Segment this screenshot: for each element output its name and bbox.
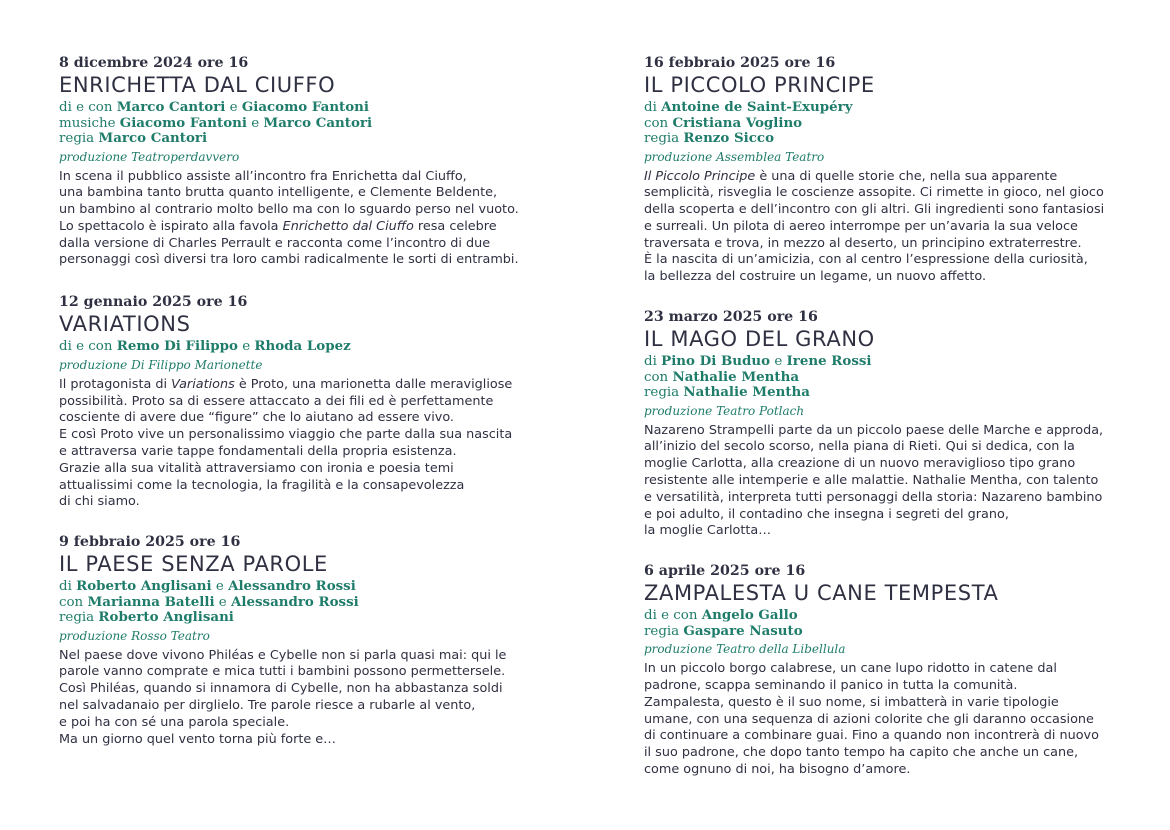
description-text: una bambina tanto brutta quanto intelligente, e Clemente Beldente, xyxy=(59,185,498,201)
description-text: dalla versione di Charles Perrault e racconta come l’incontro di due xyxy=(59,235,491,251)
description-text: semplicità, risveglia le coscienze assopite. Ci rimette in gioco, nel gioco xyxy=(644,185,1104,201)
description-line xyxy=(59,169,559,186)
credit-role: e xyxy=(214,594,231,610)
production-label: produzione Teatroperdavvero xyxy=(59,149,240,164)
description-line xyxy=(644,236,1130,253)
production-label: produzione Di Filippo Marionette xyxy=(59,357,263,372)
credit-line xyxy=(644,116,1130,132)
description-text: moglie Carlotta, alla creazione di un nuovo meraviglioso tipo grano xyxy=(644,456,1076,472)
description-line xyxy=(59,732,559,749)
show-block xyxy=(644,54,1130,286)
credit-role: regia xyxy=(59,131,99,146)
description-text: parole vanno comprate e mica tutti i bambini possono permettersele. xyxy=(59,664,506,680)
description-line xyxy=(59,478,559,495)
description-line xyxy=(644,678,1130,695)
description-text: la bellezza del costruire un legame, un nuovo affetto. xyxy=(644,269,987,285)
show-description xyxy=(59,377,559,511)
description-text: possibilità. Proto sa di essere attaccato a dei fili ed è perfettamente xyxy=(59,393,494,409)
description-text: In un piccolo borgo calabrese, un cane lupo ridotto in catene dal xyxy=(644,661,1057,677)
description-text: e poi ha con sé una parola speciale. xyxy=(59,714,290,730)
description-line xyxy=(59,681,559,698)
description-text: Nel paese dove vivono Philéas e Cybelle non si parla quasi mai: qui le xyxy=(59,647,507,663)
description-line xyxy=(644,523,1130,540)
credit-name: Angelo Gallo xyxy=(701,607,798,624)
credit-line xyxy=(644,100,1130,116)
credit-name: Antoine de Saint-Exupéry xyxy=(661,99,853,115)
production-label: produzione Teatro della Libellula xyxy=(644,642,846,657)
credit-name: Gaspare Nasuto xyxy=(683,622,803,639)
description-text: di chi siamo. xyxy=(59,494,140,510)
description-text: e poi adulto, il contadino che insegna i segreti del grano, xyxy=(644,506,1009,522)
credit-name: Roberto Anglisani xyxy=(76,578,212,595)
show-date: 16 febbraio 2025 ore 16 xyxy=(644,55,836,71)
work-title: Variations xyxy=(171,376,235,392)
credit-line xyxy=(59,339,559,355)
show-date: 8 dicembre 2024 ore 16 xyxy=(59,55,249,71)
show-description xyxy=(644,423,1130,541)
work-title: Il Piccolo Principe xyxy=(644,168,756,184)
production-label: produzione Rosso Teatro xyxy=(59,628,210,643)
show-block xyxy=(644,562,1130,779)
description-line xyxy=(59,648,559,665)
show-block xyxy=(644,308,1130,540)
credit-role: regia xyxy=(644,623,684,639)
description-line xyxy=(644,423,1130,440)
description-text: Zampalesta, questo è il suo nome, si imbatterà in varie tipologie xyxy=(644,694,1059,710)
description-line xyxy=(59,185,559,202)
credit-role: e xyxy=(225,100,242,115)
description-line xyxy=(644,202,1130,219)
credit-name: Giacomo Fantoni xyxy=(119,114,247,131)
credit-line xyxy=(59,579,559,595)
description-text: e attraversa varie tappe fondamentali della propria esistenza. xyxy=(59,443,457,459)
description-line xyxy=(644,762,1130,779)
description-line xyxy=(644,728,1130,745)
credit-name: Remo Di Filippo xyxy=(116,338,238,355)
description-text: Così Philéas, quando si innamora di Cybelle, non ha abbastanza soldi xyxy=(59,681,503,697)
show-title: VARIATIONS xyxy=(59,312,191,337)
description-text: è una di quelle storie che, nella sua apparente xyxy=(755,168,1058,184)
description-line xyxy=(644,712,1130,729)
credit-line xyxy=(644,385,1130,401)
description-line xyxy=(59,252,559,269)
credit-name: Irene Rossi xyxy=(786,353,872,370)
show-date: 6 aprile 2025 ore 16 xyxy=(644,563,806,580)
description-line xyxy=(644,252,1130,269)
credit-role: di e con xyxy=(644,608,702,624)
credit-line xyxy=(644,608,1130,624)
credit-name: Nathalie Mentha xyxy=(672,368,799,385)
credit-name: Marco Cantori xyxy=(263,114,373,131)
description-text: della scoperta e dell’incontro con gli altri. Gli ingredienti sono fantasiosi xyxy=(644,202,1105,218)
description-text: attualissimi come la tecnologia, la fragilità e la consapevolezza xyxy=(59,477,465,493)
credit-role: di e con xyxy=(59,339,117,355)
description-line xyxy=(59,461,559,478)
description-line xyxy=(644,169,1130,186)
credit-role: con xyxy=(644,115,673,131)
description-text: è Proto, una marionetta dalle meravigliose xyxy=(234,376,513,392)
description-line xyxy=(59,202,559,219)
description-text: Ma un giorno quel vento torna più forte e… xyxy=(59,731,336,747)
production-label: produzione Teatro Potlach xyxy=(644,403,805,418)
credit-role: con xyxy=(644,369,673,385)
credit-name: Roberto Anglisani xyxy=(98,609,234,626)
description-text: e versatilità, interpreta tutti personaggi della storia: Nazareno bambino xyxy=(644,489,1103,505)
credit-name: Marco Cantori xyxy=(116,99,226,115)
credit-name: Rhoda Lopez xyxy=(254,338,351,355)
credit-name: Marianna Batelli xyxy=(87,593,215,610)
show-title: ENRICHETTA DAL CIUFFO xyxy=(59,73,336,97)
description-line xyxy=(59,715,559,732)
credit-name: Marco Cantori xyxy=(98,130,208,146)
show-block xyxy=(59,54,559,269)
credit-role: con xyxy=(59,594,88,610)
description-text: un bambino al contrario molto bello ma con lo sguardo perso nel vuoto. xyxy=(59,202,519,218)
show-date: 9 febbraio 2025 ore 16 xyxy=(59,534,241,551)
credit-name: Nathalie Mentha xyxy=(683,384,810,401)
description-text: cosciente di avere due “figure” che lo aiutano ad essere vivo. xyxy=(59,410,454,426)
description-line xyxy=(644,269,1130,286)
show-title: IL PAESE SENZA PAROLE xyxy=(59,552,328,577)
right-column xyxy=(644,54,1130,779)
description-text: personaggi così diversi tra loro cambi radicalmente le sorti di entrambi. xyxy=(59,252,519,268)
credit-role: di e con xyxy=(59,100,117,115)
description-line xyxy=(59,377,559,394)
description-line xyxy=(59,664,559,681)
credit-role: musiche xyxy=(59,115,120,131)
credit-role: regia xyxy=(59,610,99,626)
credit-name: Giacomo Fantoni xyxy=(241,99,369,115)
description-line xyxy=(59,394,559,411)
description-text: Grazie alla sua vitalità attraversiamo con ironia e poesia temi xyxy=(59,460,454,476)
credit-role: e xyxy=(237,339,255,355)
show-date: 12 gennaio 2025 ore 16 xyxy=(59,294,248,311)
description-line xyxy=(644,745,1130,762)
description-line xyxy=(644,219,1130,236)
credit-line xyxy=(59,595,559,611)
description-text: resa celebre xyxy=(413,218,497,234)
description-text: nel salvadanaio per dirglielo. Tre parole riesce a rubarle al vento, xyxy=(59,698,476,714)
description-text: Il protagonista di xyxy=(59,376,172,392)
credit-line xyxy=(59,131,559,147)
show-title: IL PICCOLO PRINCIPE xyxy=(644,73,875,97)
show-block xyxy=(59,533,559,748)
credit-role: regia xyxy=(644,131,684,146)
credit-role: e xyxy=(246,115,264,131)
description-text: all’inizio del secolo scorso, nella piana di Rieti. Qui si dedica, con la xyxy=(644,439,1075,455)
description-line xyxy=(644,695,1130,712)
description-line xyxy=(644,473,1130,490)
show-title: IL MAGO DEL GRANO xyxy=(644,327,875,352)
credit-name: Renzo Sicco xyxy=(683,130,774,146)
credit-role: di xyxy=(59,579,77,595)
credit-line xyxy=(644,131,1130,147)
description-text: la moglie Carlotta… xyxy=(644,523,772,539)
description-line xyxy=(59,444,559,461)
description-text: e surreali. Un pilota di aereo interrompe per un’avaria la sua veloce xyxy=(644,218,1078,234)
description-line xyxy=(644,661,1130,678)
show-description xyxy=(59,648,559,749)
credit-role: e xyxy=(211,579,229,595)
description-line xyxy=(644,185,1130,202)
left-column xyxy=(59,54,559,748)
description-line xyxy=(59,236,559,253)
credit-name: Alessandro Rossi xyxy=(228,578,356,595)
description-text: traversata e trova, in mezzo al deserto, un principino extraterrestre. xyxy=(644,235,1082,251)
credit-line xyxy=(59,116,559,132)
description-text: È la nascita di un’amicizia, con al centro l’espressione della curiosità, xyxy=(644,252,1088,268)
show-title: ZAMPALESTA U CANE TEMPESTA xyxy=(644,581,999,606)
description-line xyxy=(59,410,559,427)
description-text: padrone, scappa seminando il panico in tutta la comunità. xyxy=(644,677,1018,693)
description-text: di continuare a combinare guai. Fino a quando non incontrerà di nuovo xyxy=(644,728,1099,744)
show-date: 23 marzo 2025 ore 16 xyxy=(644,309,818,326)
description-line xyxy=(644,490,1130,507)
production-label: produzione Assemblea Teatro xyxy=(644,149,825,164)
description-line xyxy=(59,698,559,715)
description-line xyxy=(644,456,1130,473)
credit-name: Cristiana Voglino xyxy=(672,114,803,131)
work-title: Enrichetto dal Ciuffo xyxy=(282,218,414,234)
credit-role: di xyxy=(644,100,662,115)
credit-role: e xyxy=(770,354,787,370)
description-text: In scena il pubblico assiste all’incontro fra Enrichetta dal Ciuffo, xyxy=(59,168,467,184)
show-description xyxy=(644,661,1130,779)
description-text: Lo spettacolo è ispirato alla favola xyxy=(59,218,283,234)
description-text: resistente alle intemperie e alle malattie. Nathalie Mentha, con talento xyxy=(644,472,1099,488)
description-text: come ognuno di noi, ha bisogno d’amore. xyxy=(644,761,911,777)
credit-line xyxy=(644,354,1130,370)
description-line xyxy=(644,439,1130,456)
description-text: E così Proto vive un personalissimo viaggio che parte dalla sua nascita xyxy=(59,427,513,443)
credit-name: Alessandro Rossi xyxy=(231,593,359,610)
credit-line xyxy=(644,624,1130,640)
credit-name: Pino Di Buduo xyxy=(661,353,771,370)
credit-line xyxy=(59,100,559,116)
description-line xyxy=(59,219,559,236)
credit-line xyxy=(644,370,1130,386)
credit-role: di xyxy=(644,354,662,370)
description-text: Nazareno Strampelli parte da un piccolo paese delle Marche e approda, xyxy=(644,422,1104,438)
description-line xyxy=(59,494,559,511)
show-block xyxy=(59,293,559,511)
credit-role: regia xyxy=(644,385,684,401)
description-line xyxy=(59,427,559,444)
credit-line xyxy=(59,610,559,626)
description-text: umane, con una sequenza di azioni colorite che gli daranno occasione xyxy=(644,711,1094,727)
description-line xyxy=(644,507,1130,524)
show-description xyxy=(59,169,559,270)
description-text: il suo padrone, che dopo tanto tempo ha capito che anche un cane, xyxy=(644,745,1079,761)
show-description xyxy=(644,169,1130,287)
